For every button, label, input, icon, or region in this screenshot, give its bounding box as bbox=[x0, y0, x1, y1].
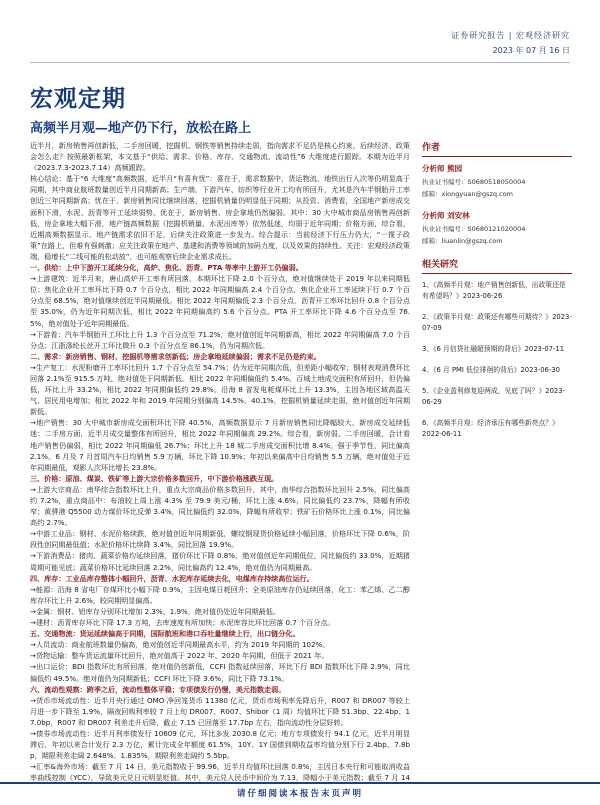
section-heading: 六、流动性观察：跨季之后，流动性整体平稳；专项债发行仍慢，美元指数走弱。 bbox=[30, 684, 286, 694]
report-type-label: 证券研究报告 | 宏观经济研究 bbox=[451, 31, 570, 40]
analyst-name: 分析师 熊园 bbox=[422, 164, 463, 173]
body-paragraph: →出口运价：BDI 指数环比有所回落，绝对值仍创新低，CCFI 指数延续回落，环比下行 BDI 指数环比下降 2.9%，同比偏低约 49.5%。绝对值仍为同期新低；CCFI 环比下降 3.6%，同比下降 73.1%。 bbox=[30, 662, 410, 683]
related-research-link[interactable]: 3、《6 月信贷社融超预期的背后》2023-07-11 bbox=[422, 345, 565, 353]
body-paragraph: →货物运输：整车货运流量环比回升，绝对值高于 2022 年、2020 年同期，但低于 2021 年。 bbox=[30, 651, 329, 661]
analyst-name: 分析师 刘安林 bbox=[422, 211, 470, 220]
sidebar bbox=[422, 140, 572, 450]
body-paragraph: →上游建筑：近半月来，唐山高炉开工率有所回落，本期环比下降 2.0 个百分点，绝对值继续处于 2019 年以来同期低位；焦化企业开工率环比下降 0.7 个百分点，相比 2022 年同期偏高 2.4 个百分点，焦化企业开工率延续下行 0.7 个百分点至 68.5%，绝对值继续创近半同期最低。相比 2022 年同期偏低 2.3 个百分点，沥青开工率环比回升 0.8 个百分点至 35.0%，仍为近年同期次低，相比 2022 年同期偏高约 5.6 个百分点。PTA 开工率环比下降 4.6 个百分点至 76.5%，绝对值处于近年同期最低。 bbox=[30, 274, 410, 328]
section-heading: 二、需求：新房销售、钢材、挖掘机等需求创新低；房企拿地延续偏弱；需求不足仍是约束。 bbox=[30, 351, 321, 361]
document-title: 宏观定期 bbox=[30, 85, 126, 112]
body-paragraph: →能源：沿海 8 省电厂存煤环比小幅下降 0.9%，主因电煤日耗回升；全美原油库存仍延续回落，化工：苯乙烯、乙二醇库存环比上升 2.6%，较同期明显偏高。 bbox=[30, 584, 410, 605]
analyst-email[interactable]: 邮箱：xiongyuan@gszq.com bbox=[422, 190, 513, 198]
body-paragraph: →人员流动：商业航班数量仍偏高，绝对值创近半同期最高水平，约为 2019 年同期的 102%。 bbox=[30, 640, 330, 650]
authors-heading: 作者 bbox=[422, 140, 572, 157]
body-paragraph: 核心结论：基于“6 大维度”高频数据，近半月“有喜有忧”：喜在于，需求数据中，货运物流、地铁出行人次等仍明显高于同期，其中商业航班数量创近半月同期新高；生产端，下游汽车、纺织等行业开工均有所回升，尤其是汽车半钢胎开工率创近三年同期新高；忧在于，新房销售同比继续回落，挖掘机销量仍明显低于同期；从投资、消费看，全国地产新房成交面积下滑，水泥、沥青等开工延续弱势、优在于，新房销售、房企拿地仍然偏弱。其中：30 大中城市商品房销售再创新低，房企拿地大幅下滑，地产链高频数据（挖掘机销量、水泥出库等）依然低迷，均弱于近年同期；价格方面，综合看，近期高频数据显示，地产链需求依旧不足，后续关注政策进一步发力。综合提示：当前经济下行压力仍大，“一揽子政策”在路上，但难有强刺激；应关注政策在地产、基建和消费等领域的加码力度，以及效果的持续性。关注：宏观经济政策端，稳增长“二线可能的松动放”，也可能观察后续企业需求成长。 bbox=[30, 174, 410, 261]
analyst-email[interactable]: 邮箱：liuanlin@gszq.com bbox=[422, 237, 503, 245]
body-paragraph: →下游消费品：猪肉、蔬菜价格均延续回落，猪价环比下降 0.8%，绝对值创近年同期低位，同比偏低约 33.0%，近期猪周期可能见底；蔬菜价格环比延续回落 2.2%，同比偏高约 12.4%，绝对值仍为同期最高。 bbox=[30, 551, 410, 572]
body-paragraph: →中游工业品：钢材、水泥价格续跌，绝对值创近年同期新低，螺纹钢现货价格延续小幅回落，价格环比下降 0.6%，阶段性创同期最低值；水泥价格环比续降 3.4%，同比回落 19.9%。 bbox=[30, 529, 410, 550]
report-body bbox=[30, 140, 410, 782]
section-heading: 五、交通物流：货运延续偏高于同期，国际航班和港口吞吐量继续上行，出口链分化。 bbox=[30, 629, 300, 639]
analyst-card bbox=[422, 210, 572, 247]
body-paragraph: →下游看：汽车半钢胎开工环比上升 1.3 个百分点至 71.2%，绝对值创近年同期新高，相比 2022 年同期偏高 7.0 个百分点；江浙涤纶长丝开工环比微升 0.3 个百分点至 86.1%，仍为同期次低。 bbox=[30, 329, 410, 350]
analyst-card bbox=[422, 163, 572, 200]
body-paragraph: 近半月，新房销售再创新低，二手房回暖，挖掘机、钢铁等销售持续走弱，指向需求不足仍是核心约束，后续经济、政策会怎么走？按照最新框架，本文基于“供给、需求、价格、库存、交通物流、流动性”6 大维度进行跟踪。本期为近半月（2023.7.3-2023.7.14）高频跟踪。 bbox=[30, 141, 410, 173]
section-heading: 一、供给：上中下游开工延续分化，高炉、焦化、沥青、PTA 等率中上游开工仍偏弱。 bbox=[30, 263, 303, 273]
body-paragraph: →建材：沥青库存环比下降 17.3 万吨，去库速度有所加快；水泥库容比环比回落 0.7 个百分点。 bbox=[30, 618, 335, 628]
report-date: 2023 年 07 月 16 日 bbox=[492, 46, 570, 55]
body-paragraph: →金属：钢材、铝库存分别环比增加 2.3%、1.9%，绝对值仍处近年同期最低。 bbox=[30, 606, 280, 616]
body-paragraph: →债券市场流动性：近半月利率债发行 10609 亿元，环比多发 2030.8 亿元；地方专项债发行 94.1 亿元，近半月明显滞后，年初以来合计发行 2.3 万亿，累计完成全年额度 61.5%，10Y、1Y 国债到期收益率均值分别下行 2.4bp、7.8bp，期限利差走阔 2.648%、1.835%，期限利差走阔约 5.5bp。 bbox=[30, 728, 410, 761]
section-heading: 三、价格：原油、煤炭、铁矿等上游大宗价格多数回升，中下游价格涨跌互现。 bbox=[30, 473, 279, 483]
body-paragraph: →汇率&海外市场：截至 7 月 14 日，美元指数收于 99.96，近半月均值环比回落 0.8%，主因日本央行和可能取消收益率曲线控制（YCC），导致美元兑日元明显贬值。其中，美元兑人民币中间价为 7.13，降幅小于美元指数；截至 7 月 14 bbox=[30, 762, 410, 782]
analyst-cert: 执业证书编号：S0680121020004 bbox=[422, 225, 526, 233]
header-divider bbox=[30, 62, 570, 63]
footer-disclaimer: 请仔细阅读本报告末页声明 bbox=[0, 782, 600, 805]
related-research-link[interactable]: 6、《高频半月观：经济承压有哪些新亮点？》2022-06-11 bbox=[422, 419, 559, 438]
body-paragraph: →生产复工：水泥粉磨开工率环比回升 1.7 个百分点至 54.7%；仍为近年同期次低，但差距小幅收窄；钢材表观消费环比回落 2.1%至 915.5 万吨，绝对值处于同期新低。相比 2022 年同期偏低约 5.4%。百城土地成交面积有所回升，但仍偏低，环比上升 33.2%，相比 2022 年同期偏低约 29.8%。沿海 8 省发电耗煤环比上升 13.3%，主因各地区域高温天气、居民用电增加；相比 2022 年和 2019 年同期分别偏高 14.5%、40.1%，挖掘机销量延续走弱，绝对值创近年同期新低。 bbox=[30, 362, 410, 417]
related-research-link[interactable]: 5、《企业盈利修复迎两成，见底了吗？》2023-06-29 bbox=[422, 387, 566, 406]
related-research-list bbox=[422, 280, 572, 440]
section-heading: 四、库存：工业品库存整体小幅回升，沥青、水泥库存延续去化，电煤库存持续高位运行。 bbox=[30, 573, 314, 583]
body-paragraph: →货币市场流动性：近半月央行通过 OMO 净回笼货币 11380 亿元，货币市场利率先降后升，R007 和 DR007 等较上月进一步下降至 1.9%，隔夜回购利率较 7 月上旬 DR007、R007、Shibor（1 周）均值环比下降 51.3bp、22.4bp、17.0bp，R007 和 DR007 利差走升后降，截止 7.15 已回落至 17.7bp 左右，指向流动性分层好转。 bbox=[30, 695, 410, 727]
related-research-link[interactable]: 4、《6 月 PMI 低位徘徊的背后》2023-06-30 bbox=[422, 366, 560, 374]
document-subtitle: 高频半月观—地产仍下行，放松在路上 bbox=[30, 121, 252, 136]
body-paragraph: →地产销售：30 大中城市新房成交面积环比下降 40.5%，高频数据显示 7 月新房销售同比降幅较大，新房成交延续低迷；二手房方面，近半月成交量整体有所回升，相比 2022 年同期偏高 29.2%。综合看，新房弱、二手房回暖，合计看地产销售仍偏弱，相比 2022 年同期偏低 26.7%；环比上升 18 城二手房成交面积比增 8.4%。强于季节性，同比偏高 2.1%。6 月及 7 月首周汽车日均销售 5.9 万辆，环比下降 10.9%；年初以来偏高中日均销售 5.5 万辆，绝对值处于近年同期最低，观影人次环比增长 23.8%。 bbox=[30, 418, 410, 472]
related-research-heading: 相关研究 bbox=[422, 257, 572, 274]
related-research-link[interactable]: 1、《高频半月观：地产销售创新低，出政策还是有希望吗？》2023-06-26 bbox=[422, 281, 566, 300]
related-research-link[interactable]: 2、《政策半月观：政策还有哪些可期待？》2023-07-09 bbox=[422, 313, 572, 332]
analyst-cert: 执业证书编号：S0680518050004 bbox=[422, 178, 526, 186]
body-paragraph: →上游大宗商品：南华综合指数环比上升，重点大宗商品价格多数回升，其中，南华综合指数环比回升 2.5%，同比偏高约 7.2%，重点商品中：布油较上周上涨 4.3% 至 79.9 美元/桶，环比上涨 4.6%，同比偏低约 23.7%，降幅有所收窄；黄骅港 Q5500 动力煤价环比反弹 3.4%，同比偏低约 32.0%，降幅有所收窄；铁矿石价格环比上涨 0.1%，同比偏高约 2.7%。 bbox=[30, 484, 410, 528]
